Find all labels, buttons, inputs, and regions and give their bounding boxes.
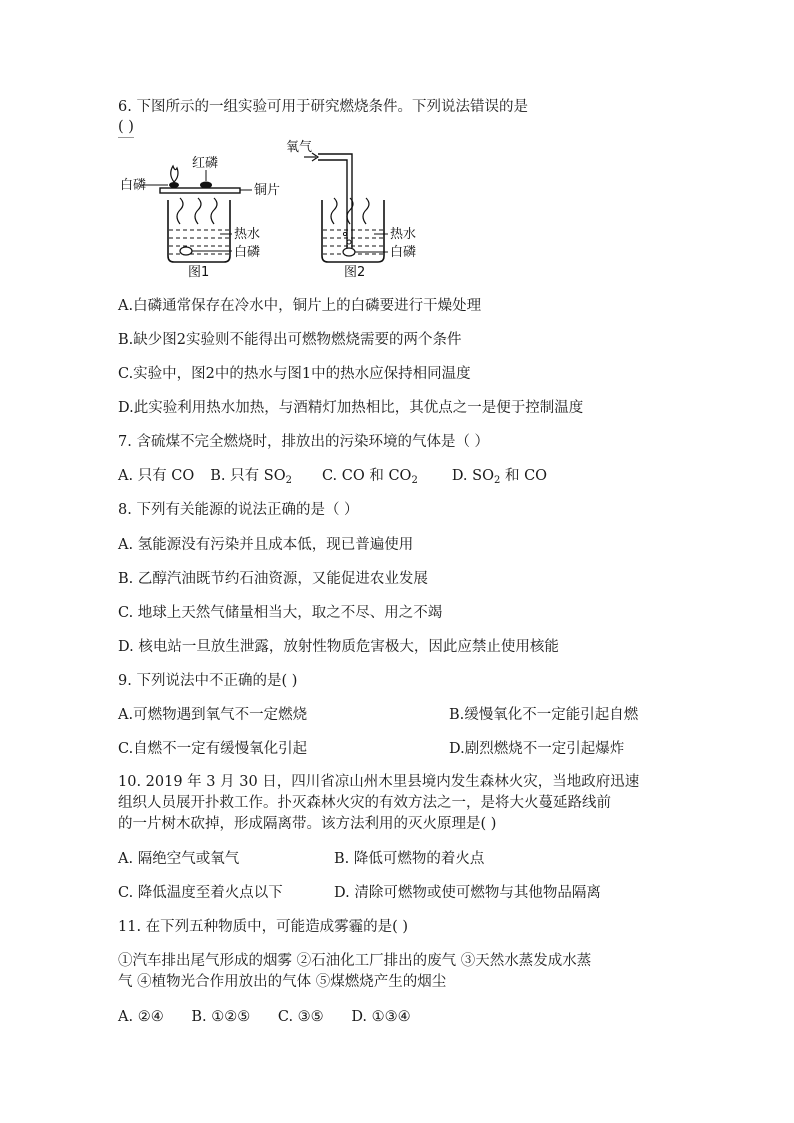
- q9-option-a: A.可燃物遇到氧气不一定燃烧: [118, 707, 308, 723]
- label-white-phosphorus-2: 白磷: [390, 245, 417, 260]
- q6-option-a: A.白磷通常保存在冷水中，铜片上的白磷要进行干燥处理: [118, 298, 482, 314]
- label-copper-plate: 铜片: [254, 183, 281, 198]
- q9-option-c: C.自燃不一定有缓慢氧化引起: [118, 741, 308, 757]
- q9-option-b: B.缓慢氧化不一定能引起自燃: [449, 707, 639, 723]
- q7-option-a: A. 只有 CO: [118, 468, 195, 484]
- label-red-phosphorus: 红磷: [192, 156, 219, 171]
- q7-option-b: B. 只有 $SO_2$: [210, 468, 292, 486]
- figure1-caption: 图1: [188, 265, 210, 280]
- figure2: [286, 140, 416, 280]
- q9-stem: 9. 下列说法中不正确的是( ): [118, 673, 298, 689]
- q9-option-d: D.剧烈燃烧不一定引起爆炸: [449, 741, 625, 757]
- q6-option-d: D.此实验利用热水加热，与酒精灯加热相比，其优点之一是便于控制温度: [118, 400, 584, 416]
- q10-option-c: C. 降低温度至着火点以下: [118, 885, 283, 901]
- q11-options: A. ②④ B. ①②⑤ C. ③⑤ D. ①③④: [118, 1009, 411, 1025]
- q6-option-b: B.缺少图2实验则不能得出可燃物燃烧需要的两个条件: [118, 332, 462, 348]
- figure2-caption: 图2: [344, 265, 366, 280]
- q8-option-d: D. 核电站一旦放生泄露，放射性物质危害极大，因此应禁止使用核能: [118, 639, 559, 655]
- q10-stem-line3: 的一片树木砍掉，形成隔离带。该方法利用的灭火原理是( ): [118, 816, 497, 832]
- label-white-phosphorus-bottom-1: 白磷: [234, 245, 261, 260]
- q11-items-line1: ①汽车排出尾气形成的烟雾 ②石油化工厂排出的废气 ③天然水蒸发成水蒸: [118, 953, 592, 969]
- q6-option-c: C.实验中，图2中的热水与图1中的热水应保持相同温度: [118, 366, 471, 382]
- q7-options: [118, 467, 547, 485]
- q8-option-c: C. 地球上天然气储量相当大，取之不尽、用之不竭: [118, 605, 443, 621]
- label-hot-water-2: 热水: [390, 227, 417, 242]
- q10-option-d: D. 清除可燃物或使可燃物与其他物品隔离: [334, 885, 601, 901]
- label-hot-water-1: 热水: [234, 227, 261, 242]
- q11-items-line2: 气 ④植物光合作用放出的气体 ⑤煤燃烧产生的烟尘: [118, 974, 447, 990]
- q11-stem: 11. 在下列五种物质中，可能造成雾霾的是( ): [118, 919, 409, 935]
- figure1: [120, 155, 280, 280]
- q10-stem-line1: 10. 2019 年 3 月 30 日，四川省凉山州木里县境内发生森林火灾，当地政府迅速: [118, 774, 640, 790]
- q10-stem-line2: 组织人员展开扑救工作。扑灭森林火灾的有效方法之一，是将大火蔓延路线前: [118, 795, 611, 811]
- q7-option-d: D. $SO_2$ 和 CO: [451, 468, 548, 486]
- q10-option-b: B. 降低可燃物的着火点: [334, 851, 485, 867]
- q8-stem: 8. 下列有关能源的说法正确的是（ ）: [118, 502, 359, 518]
- q6-stem: 6. 下图所示的一组实验可用于研究燃烧条件。下列说法错误的是: [118, 99, 528, 115]
- q7-option-c: C. CO 和 $CO_2$: [321, 468, 418, 486]
- q7-stem: 7. 含硫煤不完全燃烧时，排放出的污染环境的气体是（ ）: [118, 434, 490, 450]
- q6-experiment-diagram: [120, 138, 440, 283]
- q10-option-a: A. 隔绝空气或氧气: [118, 851, 240, 867]
- label-oxygen: 氧气: [286, 140, 313, 155]
- q8-option-b: B. 乙醇汽油既节约石油资源，又能促进农业发展: [118, 571, 428, 587]
- q6-answer-blank: ( ): [118, 119, 134, 135]
- q8-option-a: A. 氢能源没有污染并且成本低，现已普遍使用: [118, 537, 414, 553]
- label-white-phosphorus-top: 白磷: [120, 178, 147, 193]
